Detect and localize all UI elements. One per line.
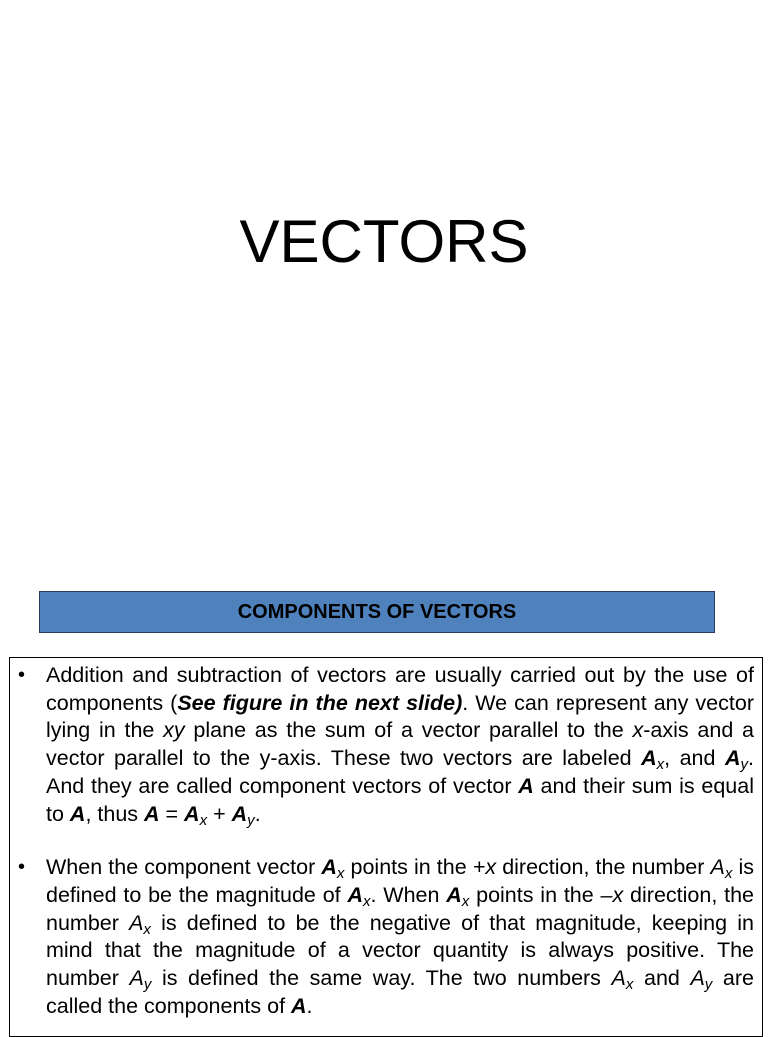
content-box [9,657,763,1037]
bullet-paragraph-components [18,662,754,828]
section-header: COMPONENTS OF VECTORS [39,591,715,633]
paragraph-text: Addition and subtraction of vectors are usually carried out by the use of components (See figure in the next slide). We can represent any vector lying in the xy plane as the sum of a vector parallel to the x-axis and a vector parallel to the y-axis. These two vectors are labeled $A_x$, and $A_y$. And they are called component vectors of vector A and their sum is equal to A, thus $A = A_x + A_y$. [46,663,755,829]
bullet-paragraph-sign-convention [18,854,754,1020]
slide-title: VECTORS [239,208,529,275]
bullet-icon: • [18,856,26,879]
paragraph-text: When the component vector $A_x$ points in the +x direction, the number $A_x$ is defined to be the magnitude of $A_x$. When $A_x$ points in the –x direction, the number $A_x$ is defined to be the negative of that magnitude, keeping in mind that the magnitude of a vector quantity is always positive. The number $A_y$ is defined the same way. The two numbers $A_x$ and $A_y$ are called the components of A. [46,855,755,1018]
bullet-icon: • [18,664,26,686]
